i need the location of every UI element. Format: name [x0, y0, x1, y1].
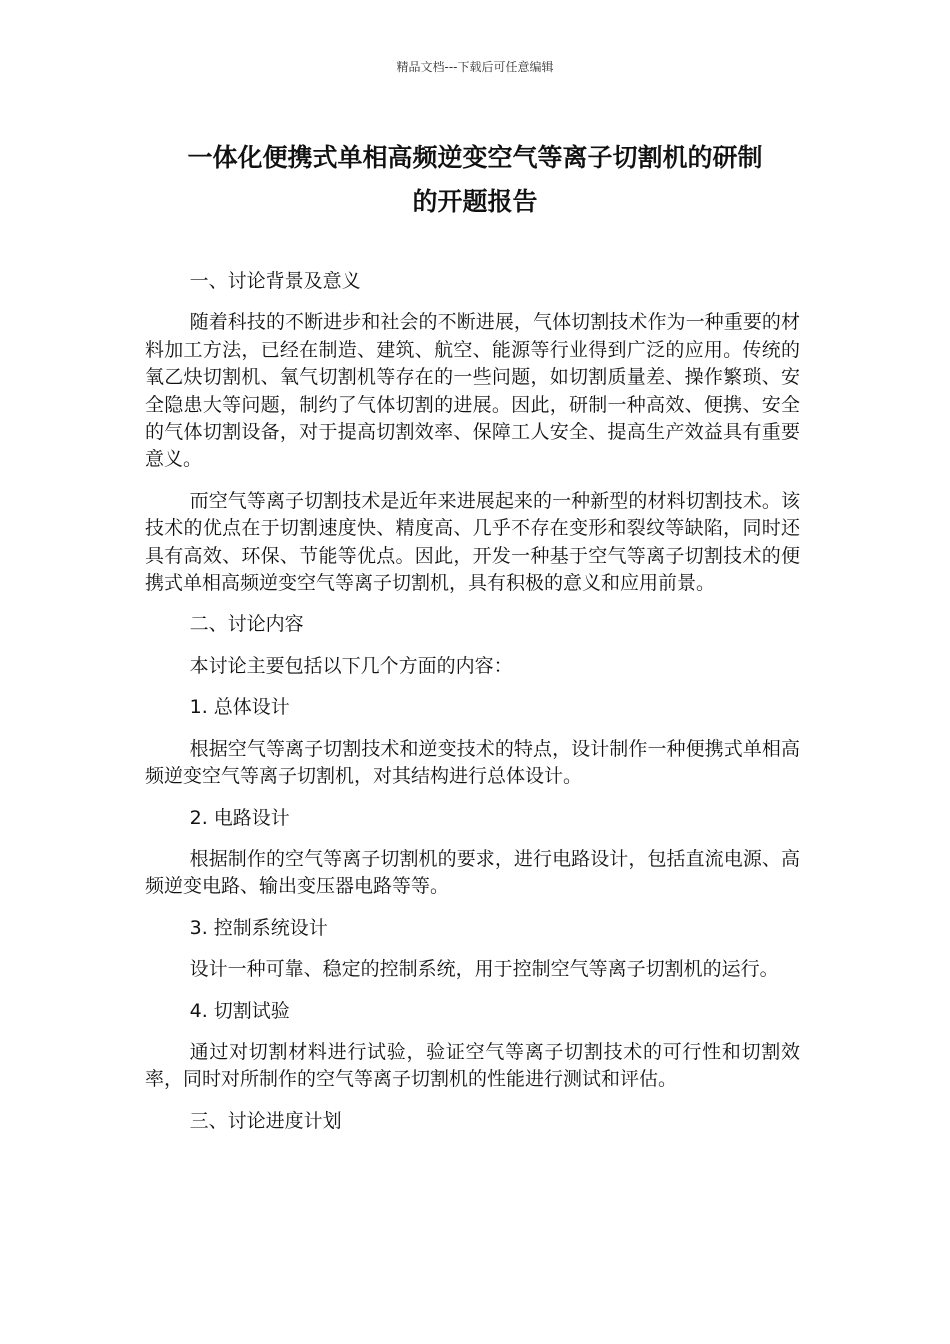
section-heading-content: 二、讨论内容: [189, 613, 304, 636]
item-heading-circuit-design: 2. 电路设计: [189, 806, 290, 829]
title-line-2: 的开题报告: [412, 187, 538, 216]
item-heading-cutting-test: 4. 切割试验: [189, 999, 290, 1022]
paragraph-background-2: 而空气等离子切割技术是近年来进展起来的一种新型的材料切割技术。该技术的优点在于切割速度快、精度高、几乎不存在变形和裂纹等缺陷，同时还具有高效、环保、节能等优点。因此，开发一种基于空气等离子切割技术的便携式单相高频逆变空气等离子切割机，具有积极的意义和应用前景。: [145, 489, 800, 595]
content-intro: 本讨论主要包括以下几个方面的内容：: [189, 654, 513, 677]
item-heading-control-system: 3. 控制系统设计: [189, 916, 328, 939]
title-line-1: 一体化便携式单相高频逆变空气等离子切割机的研制: [187, 143, 763, 172]
section-heading-schedule: 三、讨论进度计划: [189, 1109, 342, 1132]
paragraph-circuit-design: 根据制作的空气等离子切割机的要求，进行电路设计，包括直流电源、高频逆变电路、输出变压器电路等等。: [145, 847, 800, 898]
paragraph-control-system: 设计一种可靠、稳定的控制系统，用于控制空气等离子切割机的运行。: [189, 958, 779, 981]
section-heading-background: 一、讨论背景及意义: [189, 270, 361, 292]
page-header: 精品文档---下载后可任意编辑: [396, 60, 554, 74]
document-body: [145, 268, 800, 1149]
document-title: [100, 136, 850, 224]
item-heading-overall-design: 1. 总体设计: [189, 696, 290, 719]
paragraph-cutting-test: 通过对切割材料进行试验，验证空气等离子切割技术的可行性和切割效率，同时对所制作的空气等离子切割机的性能进行测试和评估。: [145, 1040, 800, 1091]
paragraph-overall-design: 根据空气等离子切割技术和逆变技术的特点，设计制作一种便携式单相高频逆变空气等离子切割机，对其结构进行总体设计。: [145, 737, 800, 788]
paragraph-background-1: 随着科技的不断进步和社会的不断进展，气体切割技术作为一种重要的材料加工方法，已经在制造、建筑、航空、能源等行业得到广泛的应用。传统的氧乙炔切割机、氧气切割机等存在的一些问题，如切割质量差、操作繁琐、安全隐患大等问题，制约了气体切割的进展。因此，研制一种高效、便携、安全的气体切割设备，对于提高切割效率、保障工人安全、提高生产效益具有重要意义。: [145, 311, 800, 471]
